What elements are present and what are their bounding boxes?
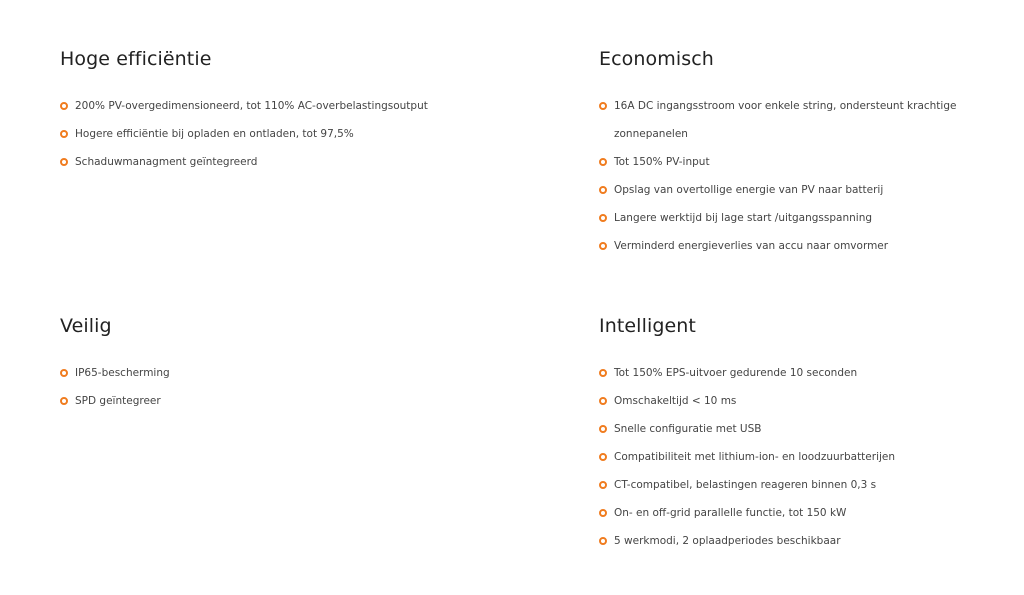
list-item — [599, 387, 999, 415]
list-item — [599, 359, 999, 387]
list-item-label: CT-compatibel, belastingen reageren binnen 0,3 s — [614, 479, 877, 491]
bullet-icon — [60, 397, 68, 405]
bullet-icon — [60, 130, 68, 138]
list-item-label: Hogere efficiëntie bij opladen en ontladen, tot 97,5% — [75, 128, 354, 140]
list-item-label: 200% PV-overgedimensioneerd, tot 110% AC-overbelastingsoutput — [75, 100, 428, 112]
list-item-label: SPD geïntegreer — [75, 395, 161, 407]
bullet-icon — [599, 158, 607, 166]
list-item — [60, 387, 460, 415]
section-veilig — [60, 313, 460, 415]
list-item — [60, 359, 460, 387]
list-item-label: 5 werkmodi, 2 oplaadperiodes beschikbaar — [614, 535, 841, 547]
list-item — [599, 443, 999, 471]
bullet-icon — [60, 158, 68, 166]
feature-list — [599, 92, 999, 260]
list-item — [599, 92, 1004, 148]
bullet-icon — [599, 397, 607, 405]
list-item — [599, 499, 999, 527]
feature-list — [60, 359, 460, 415]
list-item-label: Schaduwmanagment geïntegreerd — [75, 156, 258, 168]
list-item-label: Tot 150% PV-input — [614, 156, 710, 168]
list-item — [599, 204, 999, 232]
bullet-icon — [599, 425, 607, 433]
list-item — [60, 120, 460, 148]
list-item — [599, 527, 999, 555]
bullet-icon — [599, 537, 607, 545]
list-item — [60, 92, 460, 120]
bullet-icon — [599, 509, 607, 517]
list-item-label: Opslag van overtollige energie van PV naar batterij — [614, 184, 884, 196]
bullet-icon — [60, 369, 68, 377]
list-item-label: On- en off-grid parallelle functie, tot 150 kW — [614, 507, 847, 519]
list-item-label: Snelle configuratie met USB — [614, 423, 762, 435]
section-title: Hoge efficiëntie — [60, 48, 212, 70]
bullet-icon — [60, 102, 68, 110]
bullet-icon — [599, 102, 607, 110]
bullet-icon — [599, 369, 607, 377]
list-item-label: Langere werktijd bij lage start /uitgangsspanning — [614, 212, 873, 224]
list-item-label: Compatibiliteit met lithium-ion- en loodzuurbatterijen — [614, 451, 896, 463]
section-hoge-efficientie — [60, 46, 460, 176]
list-item — [599, 148, 999, 176]
list-item — [60, 148, 460, 176]
list-item-label: Tot 150% EPS-uitvoer gedurende 10 seconden — [614, 367, 858, 379]
bullet-icon — [599, 186, 607, 194]
section-intelligent — [599, 313, 999, 555]
list-item-label: Verminderd energieverlies van accu naar omvormer — [614, 240, 889, 252]
section-title: Intelligent — [599, 315, 696, 337]
bullet-icon — [599, 242, 607, 250]
bullet-icon — [599, 481, 607, 489]
section-title: Economisch — [599, 48, 714, 70]
list-item-label: IP65-bescherming — [75, 367, 170, 379]
list-item — [599, 232, 999, 260]
list-item — [599, 415, 999, 443]
list-item — [599, 471, 999, 499]
bullet-icon — [599, 214, 607, 222]
list-item — [599, 176, 999, 204]
feature-list — [60, 92, 460, 176]
feature-list — [599, 359, 999, 555]
bullet-icon — [599, 453, 607, 461]
section-economisch — [599, 46, 999, 260]
list-item-label: 16A DC ingangsstroom voor enkele string, ondersteunt krachtige zonnepanelen — [614, 100, 957, 140]
section-title: Veilig — [60, 315, 112, 337]
list-item-label: Omschakeltijd < 10 ms — [614, 395, 737, 407]
